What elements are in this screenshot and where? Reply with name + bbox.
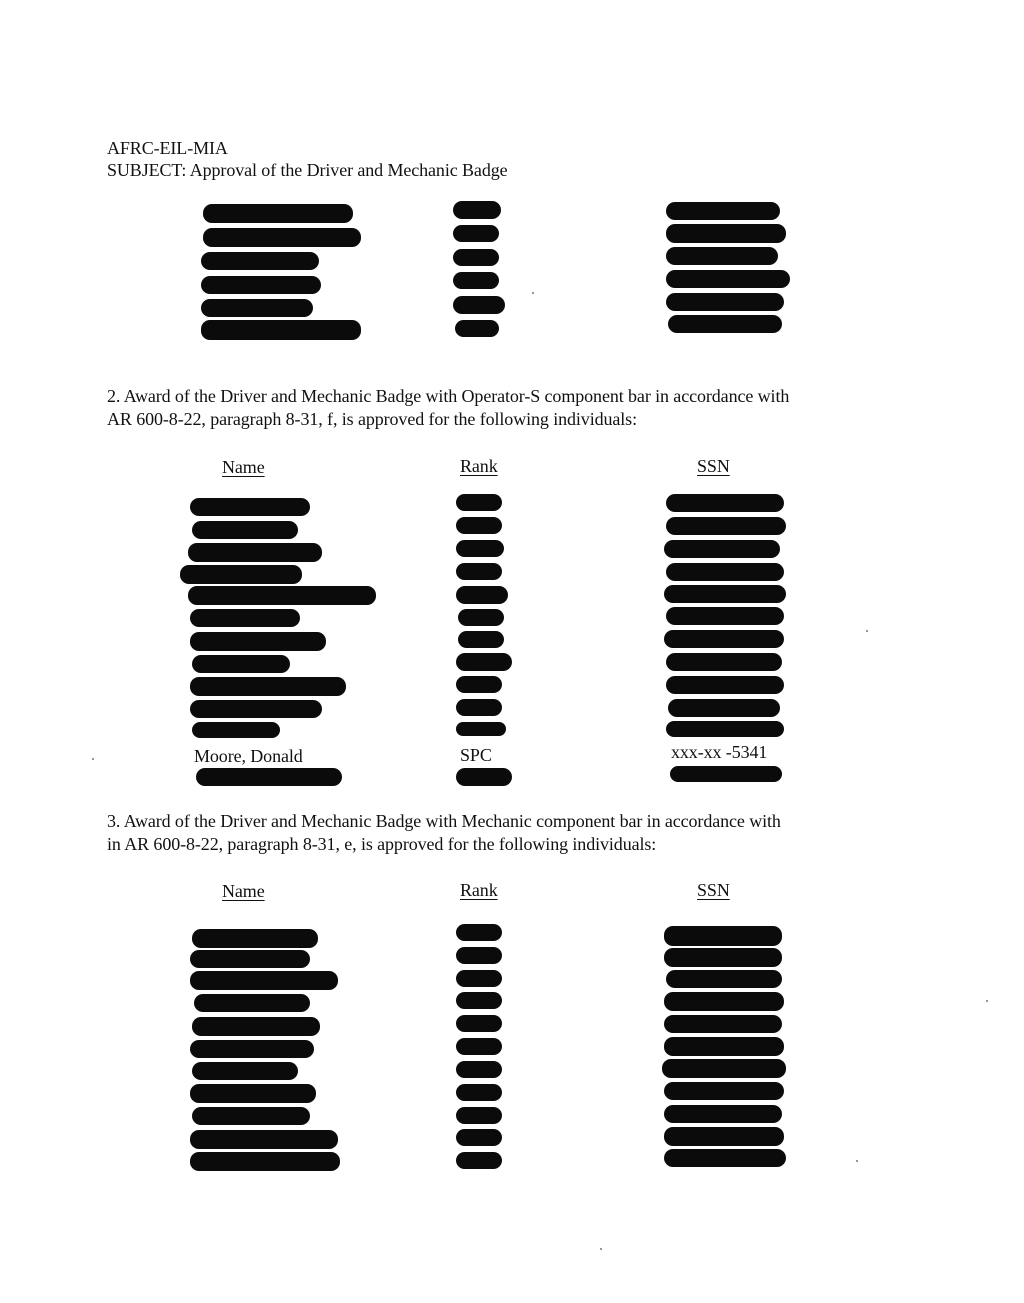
redaction-bar — [456, 563, 502, 580]
redaction-bar — [192, 521, 298, 539]
redaction-bar — [456, 947, 502, 964]
redaction-bar — [190, 950, 310, 968]
redaction-bar — [456, 1129, 502, 1146]
paragraph-3-line-1: 3. Award of the Driver and Mechanic Badge with Mechanic component bar in accordance with — [107, 811, 781, 831]
redaction-bar — [456, 1061, 502, 1078]
redaction-bar — [190, 700, 322, 718]
redaction-bar — [190, 609, 300, 627]
entry-rank: SPC — [460, 745, 492, 765]
redaction-bar — [668, 699, 780, 717]
paragraph-2-line-2: AR 600-8-22, paragraph 8-31, f, is approved for the following individuals: — [107, 409, 637, 429]
redaction-bar — [180, 565, 302, 584]
redaction-bar — [190, 1084, 316, 1103]
redaction-bar — [453, 296, 505, 314]
redaction-bar — [190, 632, 326, 651]
redaction-bar — [666, 563, 784, 581]
redaction-bar — [455, 320, 499, 337]
redaction-bar — [666, 676, 784, 694]
redaction-bar — [456, 992, 502, 1009]
redaction-bar — [456, 924, 502, 941]
redaction-bar — [201, 320, 361, 340]
redaction-bar — [666, 721, 784, 737]
redaction-bar — [453, 272, 499, 289]
redaction-bar — [666, 270, 790, 288]
redaction-bar — [453, 249, 499, 266]
redaction-bar — [190, 971, 338, 990]
paragraph-3-line-2: in AR 600-8-22, paragraph 8-31, e, is approved for the following individuals: — [107, 834, 657, 854]
redaction-bar — [666, 247, 778, 265]
column-header-rank: Rank — [460, 456, 498, 476]
redaction-bar — [201, 299, 313, 317]
redaction-bar — [662, 1059, 786, 1078]
redaction-bar — [666, 224, 786, 243]
scan-speck — [532, 292, 534, 294]
paragraph-2-line-1: 2. Award of the Driver and Mechanic Badge with Operator-S component bar in accordance with — [107, 386, 790, 406]
redaction-bar — [456, 970, 502, 987]
redaction-bar — [201, 276, 321, 294]
scan-speck — [856, 1160, 858, 1162]
redaction-bar — [456, 1107, 502, 1124]
redaction-bar — [192, 722, 280, 738]
redaction-bar — [666, 607, 784, 625]
redaction-bar — [664, 1037, 784, 1056]
redaction-bar — [194, 994, 310, 1012]
office-symbol: AFRC-EIL-MIA — [107, 138, 228, 158]
redaction-bar — [664, 948, 782, 967]
redaction-bar — [453, 201, 501, 219]
redaction-bar — [456, 586, 508, 604]
redaction-bar — [456, 722, 506, 736]
redaction-bar — [456, 540, 504, 557]
redaction-bar — [456, 1015, 502, 1032]
redaction-bar — [664, 1015, 782, 1033]
redaction-bar — [192, 929, 318, 948]
redaction-bar — [190, 498, 310, 516]
redaction-bar — [666, 293, 784, 311]
redaction-bar — [666, 970, 782, 988]
redaction-bar — [666, 517, 786, 535]
entry-name: Moore, Donald — [194, 746, 303, 766]
redaction-bar — [456, 676, 502, 693]
redaction-bar — [190, 1040, 314, 1058]
redaction-bar — [203, 204, 353, 223]
redaction-bar — [190, 1130, 338, 1149]
scan-speck — [986, 1000, 988, 1002]
redaction-bar — [188, 586, 376, 605]
redaction-bar — [201, 252, 319, 270]
redaction-bar — [664, 630, 784, 648]
scan-speck — [866, 630, 868, 632]
redaction-bar — [666, 494, 784, 512]
redaction-bar — [456, 1038, 502, 1055]
redaction-bar — [192, 1062, 298, 1080]
redaction-bar — [456, 653, 512, 671]
redaction-bar — [456, 494, 502, 511]
redaction-bar — [190, 677, 346, 696]
scan-speck — [600, 1248, 602, 1250]
redaction-bar — [203, 228, 361, 247]
redaction-bar — [453, 225, 499, 242]
column-header-ssn: SSN — [697, 880, 730, 900]
column-header-name: Name — [222, 881, 265, 901]
redaction-bar — [192, 1107, 310, 1125]
scan-speck — [92, 758, 94, 760]
redaction-bar — [456, 1152, 502, 1169]
redaction-bar — [664, 992, 784, 1011]
redaction-bar — [456, 1084, 502, 1101]
redaction-bar — [190, 1152, 340, 1171]
redaction-bar — [458, 631, 504, 648]
redaction-bar — [192, 655, 290, 673]
redaction-bar — [664, 1127, 784, 1146]
redaction-bar — [664, 1105, 782, 1123]
redaction-bar — [666, 202, 780, 220]
redaction-bar — [664, 926, 782, 946]
redaction-bar — [456, 699, 502, 716]
column-header-name: Name — [222, 457, 265, 477]
redaction-bar — [664, 585, 786, 603]
redaction-bar — [670, 766, 782, 782]
redaction-bar — [192, 1017, 320, 1036]
redaction-bar — [196, 768, 342, 786]
column-header-ssn: SSN — [697, 456, 730, 476]
redaction-bar — [458, 609, 504, 626]
entry-ssn: xxx-xx -5341 — [671, 742, 768, 762]
redaction-bar — [664, 1149, 786, 1167]
redaction-bar — [664, 1082, 784, 1100]
redaction-bar — [188, 543, 322, 562]
subject-line: SUBJECT: Approval of the Driver and Mechanic Badge — [107, 160, 508, 180]
redaction-bar — [666, 653, 782, 671]
column-header-rank: Rank — [460, 880, 498, 900]
redaction-bar — [668, 315, 782, 333]
redaction-bar — [664, 540, 780, 558]
redaction-bar — [456, 517, 502, 534]
redaction-bar — [456, 768, 512, 786]
